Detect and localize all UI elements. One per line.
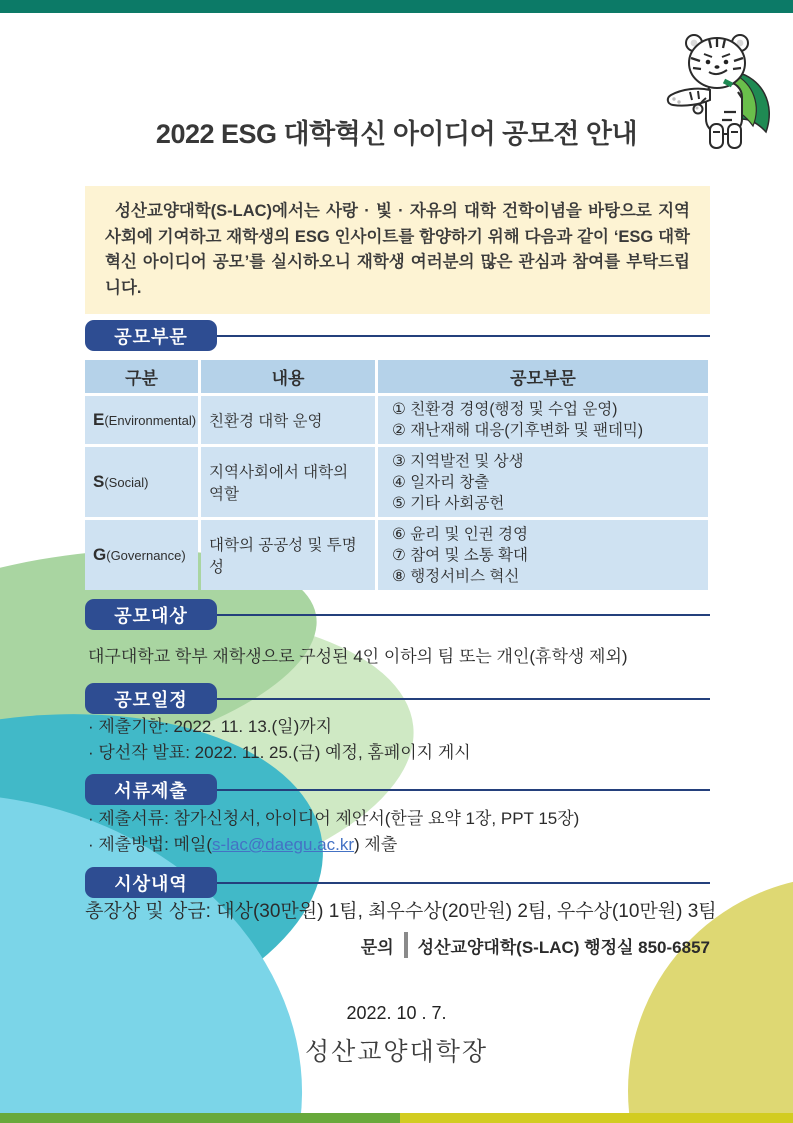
section-chip-sisang: 시상내역 [85,867,217,898]
issue-date: 2022. 10 . 7. [346,1003,447,1023]
signature: 성산교양대학장 [304,1038,489,1066]
contact-label: 문의 [360,937,394,957]
esg-category-table [85,360,708,590]
section-rule-sisang [150,882,710,884]
daesang-body: 대구대학교 학부 재학생으로 구성된 4인 이하의 팀 또는 개인(휴학생 제외) [88,647,628,666]
contact-value: 성산교양대학(S-LAC) 행정실 850-6857 [417,937,710,957]
table-row-s-items [378,447,708,517]
section-rule-daesang [150,614,710,616]
table-header-bumun: 공모부문 [378,360,708,393]
section-chip-iljeong: 공모일정 [85,683,217,714]
table-item: ⑤ 기타 사회공헌 [392,494,505,512]
table-row-s-code: S (Social) [85,447,198,517]
bottom-yellow-bar [400,1113,793,1123]
seoryu-list [88,806,713,858]
seoryu-item-method: · 제출방법: 메일(s-lac@daegu.ac.kr) 제출 [88,835,398,854]
table-header-gubun: 구분 [85,360,198,393]
table-row-s-content: 지역사회에서 대학의 역할 [201,447,375,517]
table-header-naeyong: 내용 [201,360,375,393]
page-title: 2022 ESG 대학혁신 아이디어 공모전 안내 [155,119,638,149]
table-item: ⑧ 행정서비스 혁신 [392,567,520,585]
table-row-e-code: E (Environmental) [85,396,198,444]
section-chip-daesang: 공모대상 [85,599,217,630]
contact-divider [404,932,408,958]
section-rule-bumun [150,335,710,337]
email-link[interactable]: s-lac@daegu.ac.kr [212,835,355,854]
intro-box: 성산교양대학(S-LAC)에서는 사랑 · 빛 · 자유의 대학 건학이념을 바탕으로 지역사회에 기여하고 재학생의 ESG 인사이트를 함양하기 위해 다음과 같이 ‘ESG 대학혁신 아이디어 공모’를 실시하오니 재학생 여러분의 많은 관심과 참여를 부탁드립니다. [85,186,710,314]
award-body: 총장상 및 상금: 대상(30만원) 1팀, 최우수상(20만원) 2팀, 우수상(10만원) 3팀 [85,901,717,922]
table-item: ⑥ 윤리 및 인권 경영 [392,525,528,543]
section-rule-seoryu [150,789,710,791]
table-item: ③ 지역발전 및 상생 [392,452,524,470]
iljeong-item-deadline: · 제출기한: 2022. 11. 13.(일)까지 [88,717,333,736]
table-item: ⑦ 참여 및 소통 확대 [392,546,528,564]
iljeong-item-announce: · 당선작 발표: 2022. 11. 25.(금) 예정, 홈페이지 게시 [88,743,471,762]
seoryu-item-docs: · 제출서류: 참가신청서, 아이디어 제안서(한글 요약 1장, PPT 15장) [88,809,580,828]
iljeong-list [88,714,713,766]
table-row-g-content: 대학의 공공성 및 투명성 [201,520,375,590]
section-rule-iljeong [150,698,710,700]
section-chip-seoryu: 서류제출 [85,774,217,805]
top-green-bar [0,0,793,13]
table-row-g-code: G (Governance) [85,520,198,590]
section-chip-bumun: 공모부문 [85,320,217,351]
table-item: ④ 일자리 창출 [392,473,490,491]
table-item: ① 친환경 경영(행정 및 수업 운영) [392,401,618,418]
bottom-green-bar [0,1113,400,1123]
table-row-g-items [378,520,708,590]
table-row-e-content: 친환경 대학 운영 [201,396,375,444]
table-row-e-items [378,396,708,444]
table-item: ② 재난재해 대응(기후변화 및 팬데믹) [392,422,644,439]
contact-line [85,932,710,958]
